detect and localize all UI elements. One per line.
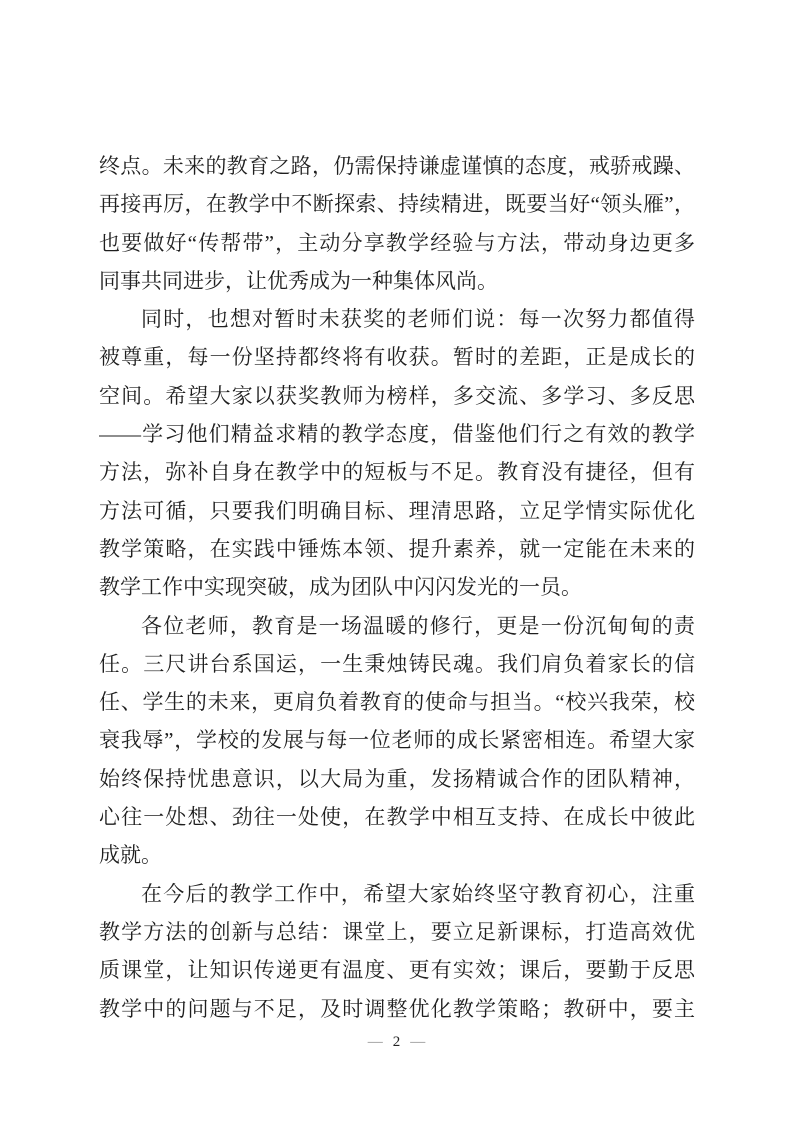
text-line: 方法，弥补自身在教学中的短板与不足。教育没有捷径，但有	[99, 460, 695, 485]
text-line: 质课堂，让知识传递更有温度、更有实效；课后，要勤于反思	[99, 958, 695, 983]
text-line: 也要做好“传帮带”，主动分享教学经验与方法，带动身边更多	[99, 230, 695, 255]
paragraph	[99, 300, 695, 606]
page-number: 2	[392, 1034, 401, 1050]
document-body	[99, 147, 695, 1028]
text-line: 方法可循，只要我们明确目标、理清思路，立足学情实际优化	[99, 498, 695, 523]
text-line: 在今后的教学工作中，希望大家始终坚守教育初心，注重	[141, 881, 695, 906]
text-line: 教学策略，在实践中锤炼本领、提升素养，就一定能在未来的	[99, 536, 695, 561]
footer-right-dash: —	[410, 1034, 426, 1050]
text-line: 终点。未来的教育之路，仍需保持谦虚谨慎的态度，戒骄戒躁、	[99, 154, 695, 178]
text-line: 被尊重，每一份坚持都终将有收获。暂时的差距，正是成长的	[99, 345, 695, 370]
text-line: 始终保持忧患意识，以大局为重，发扬精诚合作的团队精神，	[99, 766, 695, 791]
text-line: 教学方法的创新与总结：课堂上，要立足新课标，打造高效优	[99, 919, 695, 944]
text-line: 同事共同进步，让优秀成为一种集体风尚。	[99, 268, 498, 293]
text-line: 心往一处想、劲往一处使，在教学中相互支持、在成长中彼此	[99, 805, 695, 830]
text-line: 任、学生的未来，更肩负着教育的使命与担当。“校兴我荣，校	[99, 690, 695, 715]
paragraph	[99, 875, 695, 1028]
text-line: 任。三尺讲台系国运，一生秉烛铸民魂。我们肩负着家长的信	[99, 651, 695, 676]
text-line: 成就。	[99, 843, 162, 868]
text-line: ——学习他们精益求精的教学态度，借鉴他们行之有效的教学	[99, 422, 695, 447]
text-line: 空间。希望大家以获奖教师为榜样，多交流、多学习、多反思	[99, 383, 695, 408]
footer-left-dash: —	[367, 1034, 383, 1050]
paragraph	[99, 607, 695, 875]
text-line: 再接再厉，在教学中不断探索、持续精进，既要当好“领头雁”，	[99, 192, 695, 217]
text-line: 同时，也想对暂时未获奖的老师们说：每一次努力都值得	[141, 307, 695, 332]
page-footer	[0, 1031, 793, 1053]
text-line: 教学工作中实现突破，成为团队中闪闪发光的一员。	[99, 575, 582, 600]
paragraph	[99, 147, 695, 300]
text-line: 各位老师，教育是一场温暖的修行，更是一份沉甸甸的责	[141, 613, 695, 638]
text-line: 教学中的问题与不足，及时调整优化教学策略；教研中，要主	[99, 996, 695, 1021]
text-line: 衰我辱”，学校的发展与每一位老师的成长紧密相连。希望大家	[99, 728, 695, 753]
